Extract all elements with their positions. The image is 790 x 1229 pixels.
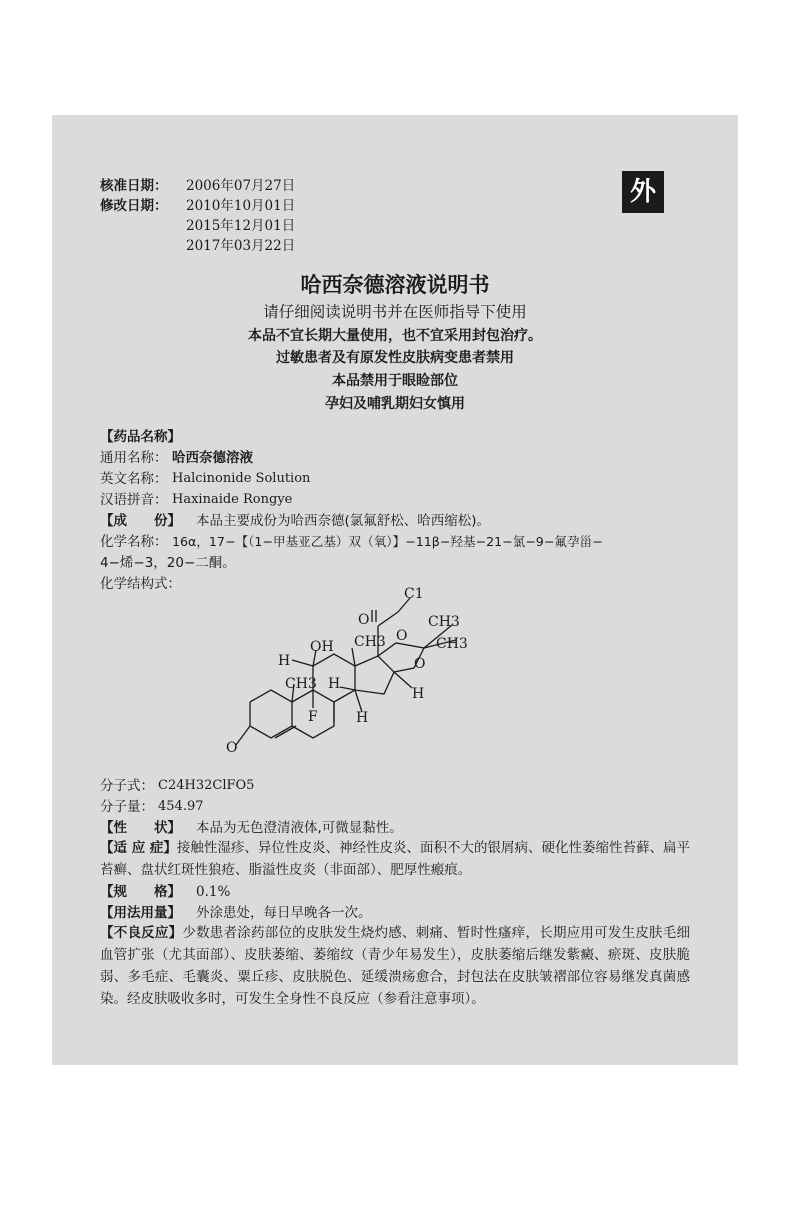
adverse-paragraph bbox=[100, 922, 690, 1010]
document-title: 哈西奈德溶液说明书 bbox=[300, 273, 490, 297]
label-ch3-right: CH3 bbox=[436, 636, 468, 652]
usage-text: 外涂患处，每日早晚各一次。 bbox=[196, 905, 372, 921]
generic-name: 哈西奈德溶液 bbox=[172, 450, 253, 466]
drug-name-heading: 【药品名称】 bbox=[100, 429, 181, 445]
properties-text: 本品为无色澄清液体,可微显黏性。 bbox=[196, 820, 403, 836]
generic-name-label: 通用名称： bbox=[100, 450, 168, 466]
formula-label: 分子式： bbox=[100, 778, 154, 794]
label-ch3-c13: CH3 bbox=[354, 634, 386, 650]
indications-paragraph bbox=[100, 837, 690, 881]
warning-line-1: 请仔细阅读说明书并在医师指导下使用 bbox=[263, 303, 527, 321]
pinyin-name: Haxinaide Rongye bbox=[172, 492, 293, 507]
revision-date-3: 2017年03月22日 bbox=[186, 238, 296, 254]
spec-label: 【规 格】 bbox=[100, 884, 181, 900]
usage-label: 【用法用量】 bbox=[100, 905, 181, 921]
english-name-label: 英文名称： bbox=[100, 471, 168, 487]
revision-date-2: 2015年12月01日 bbox=[186, 218, 296, 234]
ingredients-text: 本品主要成份为哈西奈德(氯氟舒松、哈西缩松)。 bbox=[196, 513, 491, 529]
label-ch3-top: CH3 bbox=[428, 614, 460, 630]
warning-line-5: 孕妇及哺乳期妇女慎用 bbox=[325, 396, 465, 412]
chemical-name-line-2: 4−烯−3，20−二酮。 bbox=[100, 555, 236, 571]
adverse-text: 少数患者涂药部位的皮肤发生烧灼感、刺痛、暂时性瘙痒，长期应用可发生皮肤毛细血管扩张（尤其面部）、皮肤萎缩、萎缩纹（青少年易发生），皮肤萎缩后继发紫癜、瘀斑、皮肤脆弱、多毛症、毛囊炎、粟丘疹、皮肤脱色、延缓溃疡愈合，封包法在皮肤皱褶部位容易继发真菌感染。经皮肤吸收多时，可发生全身性不良反应（参看注意事项）。 bbox=[100, 925, 691, 1007]
label-h-c14: H bbox=[328, 676, 341, 692]
indications-text: 接触性湿疹、异位性皮炎、神经性皮炎、面积不大的银屑病、硬化性萎缩性苔藓、扁平苔癣、盘状红斑性狼疮、脂溢性皮炎（非面部）、肥厚性瘢痕。 bbox=[100, 840, 690, 878]
ingredients-label: 【成 份】 bbox=[100, 513, 181, 529]
molecular-formula: C24H32ClFO5 bbox=[158, 778, 255, 793]
label-oh: OH bbox=[310, 639, 334, 655]
revision-date-label: 修改日期： bbox=[100, 198, 168, 214]
label-cl: C1 bbox=[404, 586, 424, 602]
label-ch3-c10: CH3 bbox=[285, 676, 317, 692]
label-carbonyl-o: O bbox=[358, 612, 370, 628]
molecular-weight: 454.97 bbox=[158, 799, 204, 814]
label-f: F bbox=[308, 709, 318, 725]
external-use-badge: 外 bbox=[622, 171, 664, 213]
label-ring-o1: O bbox=[396, 628, 408, 644]
chemical-name-label: 化学名称： bbox=[100, 534, 168, 550]
revision-date-1: 2010年10月01日 bbox=[186, 198, 296, 214]
adverse-label: 【不良反应】 bbox=[100, 925, 183, 941]
warning-line-2: 本品不宜长期大量使用，也不宜采用封包治疗。 bbox=[248, 328, 542, 344]
approval-date-label: 核准日期： bbox=[100, 178, 168, 194]
label-h-c8: H bbox=[356, 710, 369, 726]
pinyin-label: 汉语拼音： bbox=[100, 492, 168, 508]
ring-d bbox=[355, 656, 394, 694]
spec-text: 0.1% bbox=[196, 884, 231, 900]
warning-line-4: 本品禁用于眼睑部位 bbox=[332, 373, 458, 389]
chemical-name-line-1: 16α，17−【（1−甲基亚乙基）双（氧）】−11β−羟基−21−氯−9−氟孕甾− bbox=[172, 534, 603, 549]
label-h-c16: H bbox=[412, 686, 425, 702]
ring-a bbox=[250, 690, 292, 738]
indications-label: 【适 应 症】 bbox=[100, 840, 177, 856]
molecular-weight-label: 分子量： bbox=[100, 799, 154, 815]
structure-label: 化学结构式： bbox=[100, 576, 181, 592]
label-ketone-o: O bbox=[226, 740, 238, 756]
label-ring-o2: O bbox=[414, 656, 426, 672]
label-h-c11: H bbox=[278, 653, 291, 669]
english-name: Halcinonide Solution bbox=[172, 471, 311, 486]
warning-line-3: 过敏患者及有原发性皮肤病变患者禁用 bbox=[276, 350, 514, 366]
properties-label: 【性 状】 bbox=[100, 820, 181, 836]
approval-date: 2006年07月27日 bbox=[186, 178, 296, 194]
